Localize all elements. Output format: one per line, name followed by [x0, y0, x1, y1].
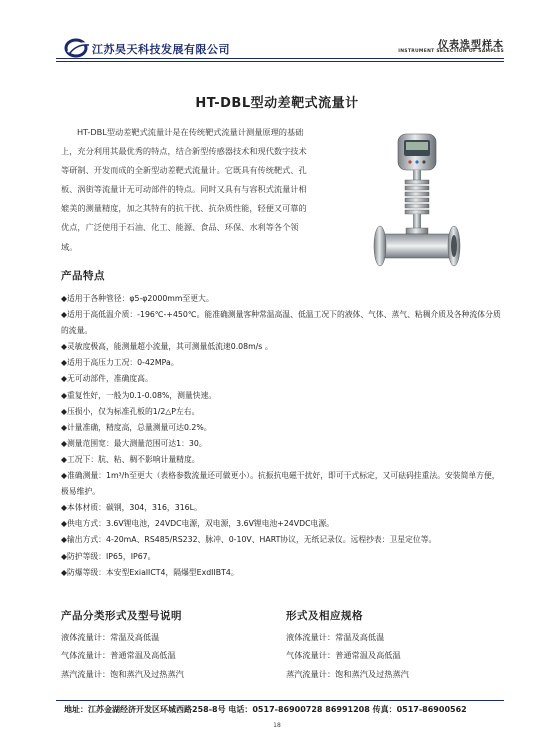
spec-item: 液体流量计：常温及高低温 [286, 632, 385, 642]
feature-item: ◆防爆等级：本安型ExialICT4，隔爆型ExdIIBT4。 [61, 567, 239, 577]
spec-item: 蒸汽流量计：饱和蒸汽及过热蒸汽 [286, 668, 409, 679]
feature-item: ◆适用于高低温介质：-196℃-+450℃。能准确测量客种常温高温、低温工况下的液体、气体、蒸气、粘稠介质及各种流体分质的流量。 [61, 310, 501, 336]
catalog-subtitle: INSTRUMENT SELECTION OF SAMPLES [398, 49, 504, 54]
feature-item: ◆供电方式：3.6V锂电池，24VDC电源，双电源，3.6V锂电池+24VDC电源。 [61, 519, 334, 529]
company-name: 江苏昊天科技发展有限公司 [92, 43, 230, 56]
feature-list [61, 291, 501, 581]
feature-item: ◆压损小，仅为标准孔板的1/2△P左右。 [61, 406, 200, 416]
flowmeter-product-image [372, 130, 462, 280]
classification-item: 气体流量计：普通常温及高低温 [61, 650, 176, 661]
page-number: 18 [273, 722, 281, 729]
page-header [0, 0, 554, 62]
feature-item: ◆准确测量：1m³/h至更大（表格参数流量还可做更小）。抗振抗电磁干扰好，即可干式标定，又可砝码挂重法。安装简单方便，极易维护。 [61, 471, 500, 497]
feature-item: ◆本体材质：碳钢，304，316，316L。 [61, 503, 202, 513]
classification-item: 液体流量计：常温及高低温 [61, 632, 160, 642]
classification-heading: 产品分类形式及型号说明 [61, 610, 182, 622]
feature-item: ◆灵敏度极高，能测量超小流量，其可测量低流速0.08m/s 。 [61, 342, 273, 352]
footer-divider [56, 700, 504, 701]
feature-item: ◆适用于各种管径：φ5-φ2000mm至更大。 [61, 294, 214, 303]
feature-item: ◆测量范围宽：最大测量范围可达1：30。 [61, 438, 207, 448]
spec-item: 气体流量计：普通常温及高低温 [286, 650, 401, 661]
company-logo-icon [64, 38, 90, 58]
feature-item: ◆无可动部件，准确度高。 [61, 374, 153, 384]
feature-item: ◆工况下：肮、粘、稠不影响计量精度。 [61, 454, 200, 464]
header-divider-thin [56, 61, 504, 62]
header-divider [56, 58, 504, 59]
feature-item: ◆适用于高压力工况：0-42MPa。 [61, 358, 179, 368]
feature-item: ◆输出方式：4-20mA、RS485/RS232、脉冲、0-10V、HART协议，无纸记录仪。远程抄表：卫星定位等。 [61, 535, 437, 545]
feature-item: ◆计量准确，精度高，总量测量可达0.2%。 [61, 422, 212, 432]
classification-item: 蒸汽流量计：饱和蒸汽及过热蒸汽 [61, 668, 184, 679]
feature-item: ◆防护等级：IP65，IP67。 [61, 551, 156, 561]
specs-list [286, 628, 409, 683]
classification-list [61, 628, 184, 683]
page-title: HT-DBL型动差靶式流量计 [195, 96, 359, 111]
intro-paragraph: HT-DBL型动差靶式流量计是在传统靶式流量计测量原理的基础上，充分利用其最优秀的特点，结合新型传感器技术和现代数字技术等研制、开发而成的全新型动差靶式流量计。它既具有传统靶式、孔板、涡街等流量计无可动部件的特点。同时又具有与容积式流量计相媲美的测量精度，加之其特有的抗干扰、抗杂质性能，轻便又可靠的优点，广泛使用于石油、化工、能源、食品、环保、水利等各个领域。 [61, 127, 307, 252]
specs-heading: 形式及相应规格 [286, 610, 363, 622]
features-heading: 产品特点 [61, 270, 105, 282]
feature-item: ◆重复性好，一般为0.1-0.08%，测量快速。 [61, 390, 217, 400]
footer-contact: 地址：江苏金湖经济开发区环城西路258-8号 电话：0517-86900728 86991208 传真：0517-86900562 [64, 705, 467, 714]
catalog-title: 仪表选型样本 [438, 40, 504, 51]
